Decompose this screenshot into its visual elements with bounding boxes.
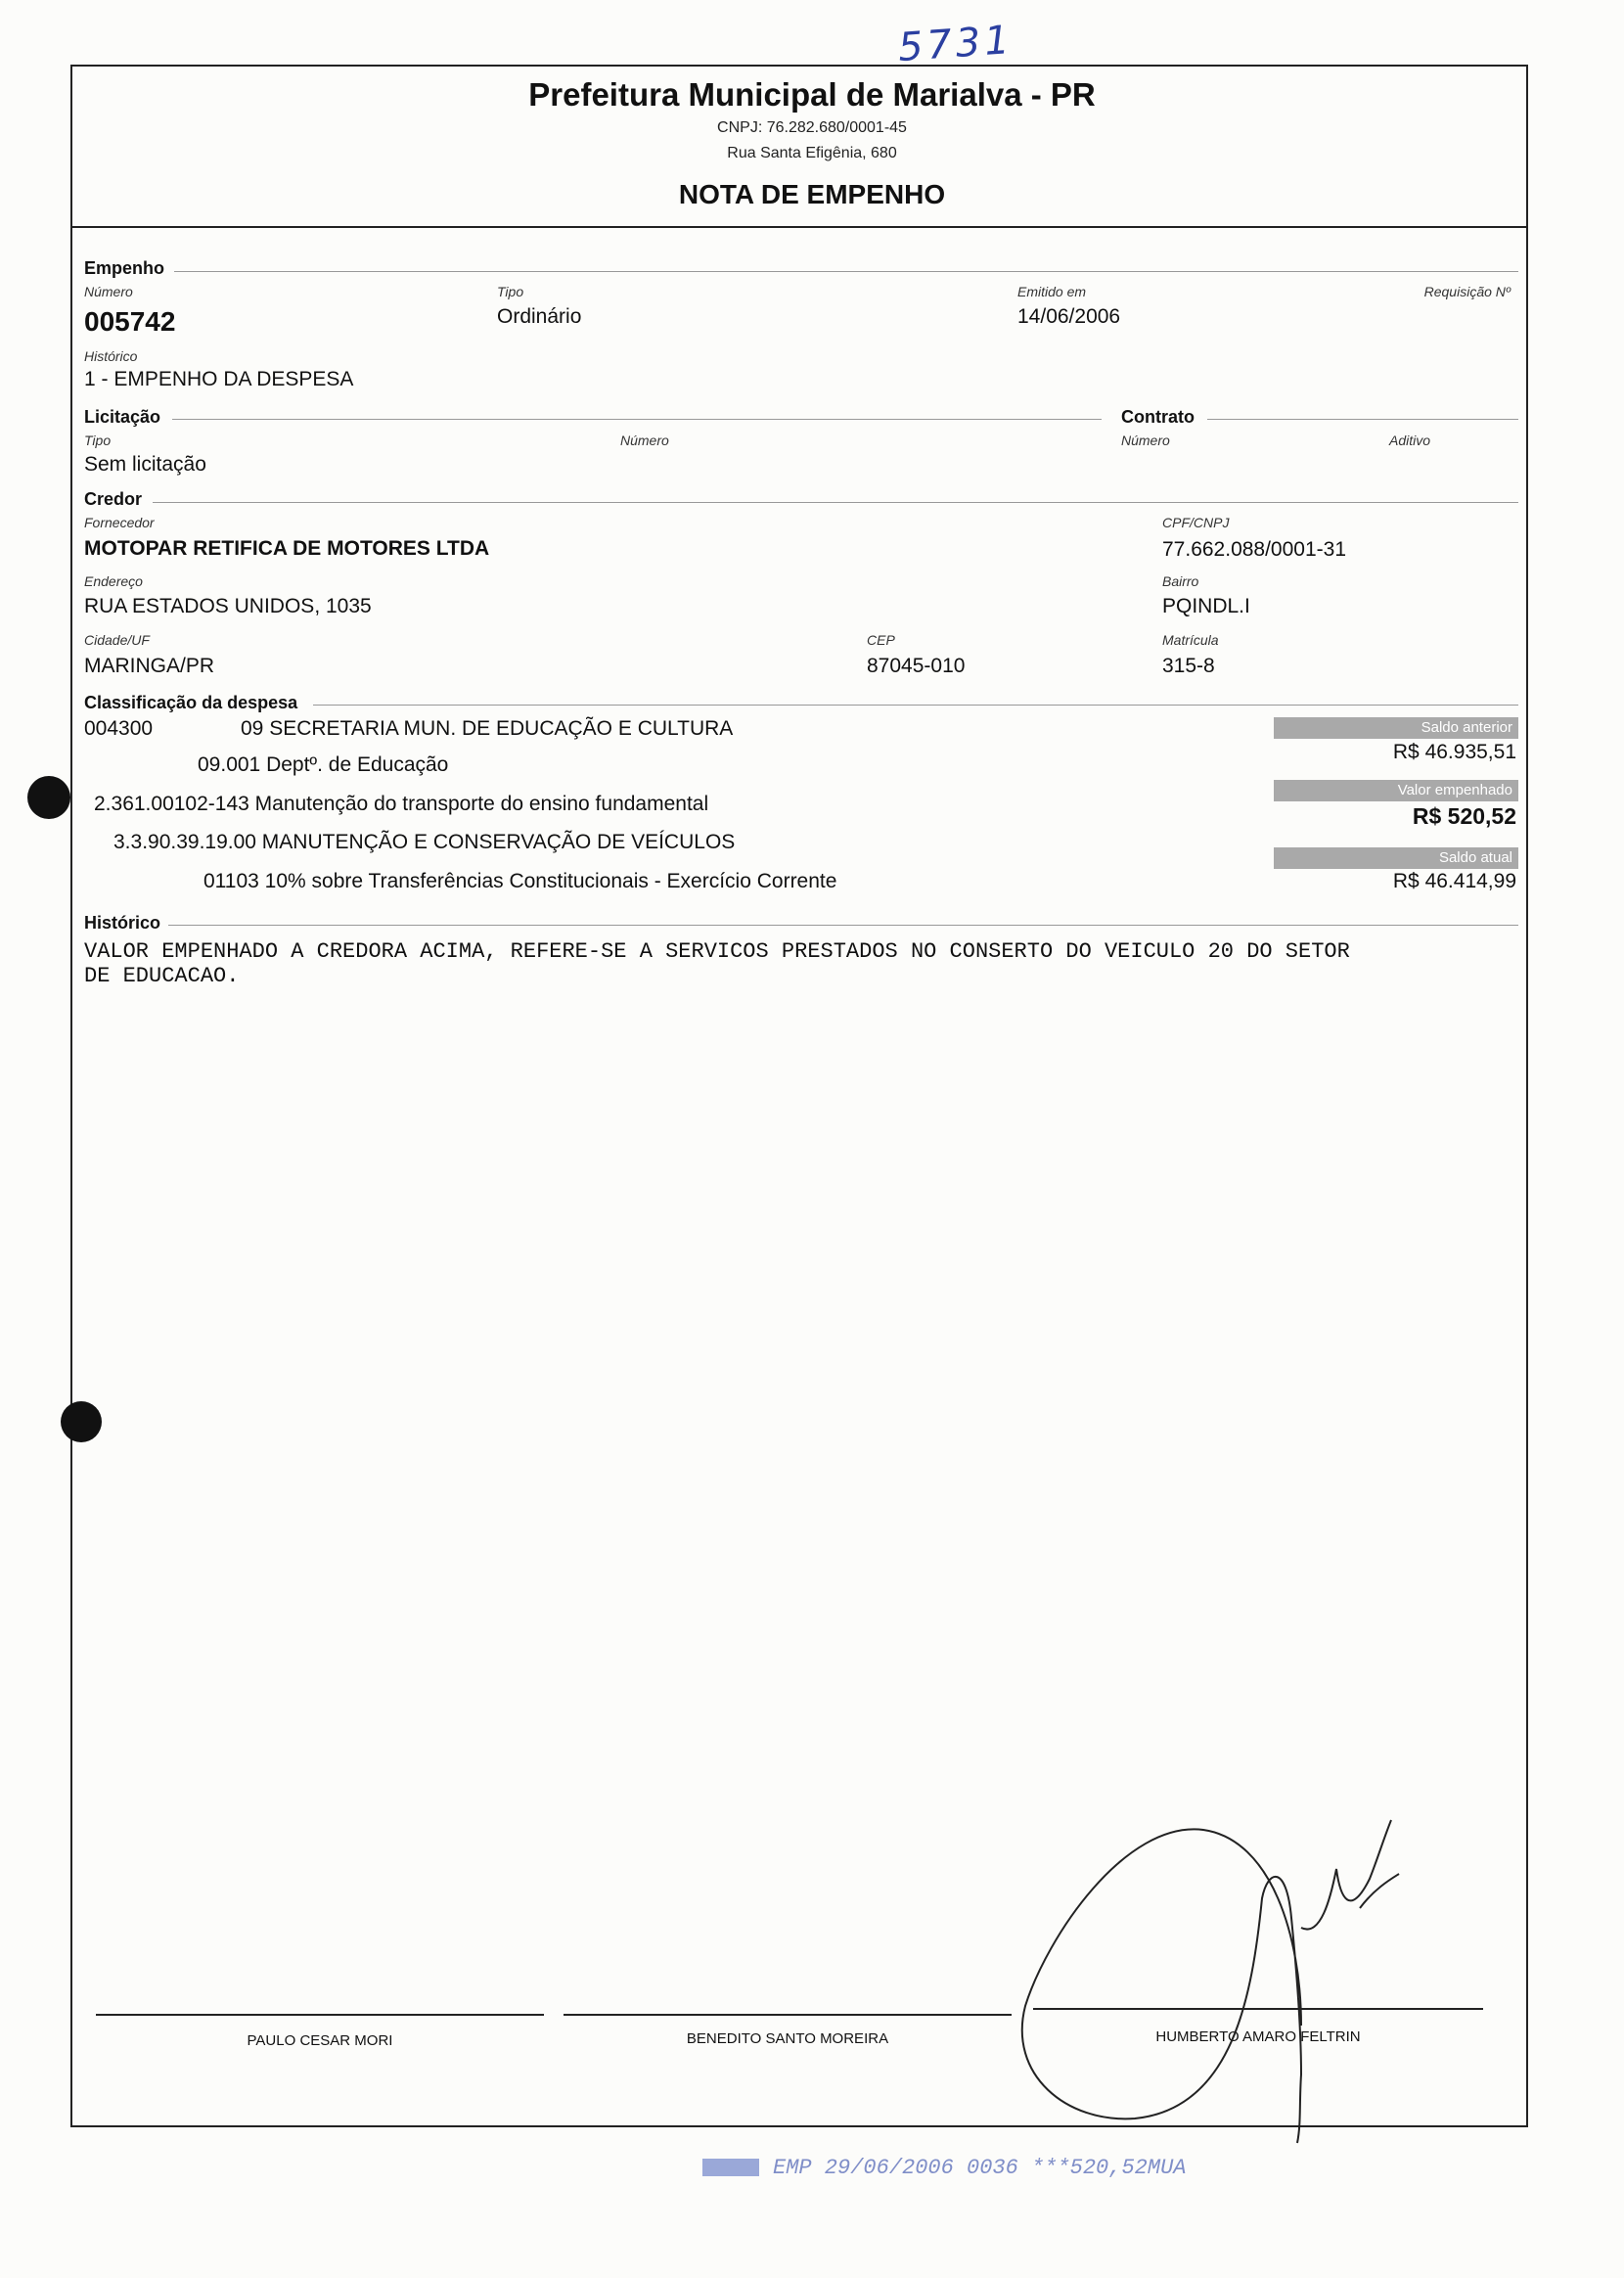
section-rule — [168, 925, 1518, 926]
cpf-cnpj-label: CPF/CNPJ — [1162, 515, 1230, 530]
emitido-label: Emitido em — [1017, 284, 1087, 299]
cidade-value: MARINGA/PR — [84, 655, 215, 677]
fornecedor-name: MOTOPAR RETIFICA DE MOTORES LTDA — [84, 537, 490, 560]
endereco-label: Endereço — [84, 573, 143, 589]
classificacao-code: 004300 — [84, 717, 154, 740]
saldo-atual-value: R$ 46.414,99 — [1392, 870, 1516, 892]
empenho-numero-label: Número — [84, 284, 133, 299]
section-credor: Credor — [84, 489, 143, 509]
valor-empenhado-label: Valor empenhado — [1274, 780, 1518, 801]
section-licitacao: Licitação — [84, 407, 161, 427]
empenho-historico: 1 - EMPENHO DA DESPESA — [84, 368, 354, 390]
requisicao-label: Requisição Nº — [1423, 284, 1511, 299]
licitacao-tipo-label: Tipo — [84, 433, 112, 448]
saldo-anterior-label: Saldo anterior — [1274, 717, 1518, 739]
punch-hole — [61, 1401, 102, 1442]
classificacao-funcional: 2.361.00102-143 Manutenção do transporte do ensino fundamental — [94, 793, 709, 815]
bairro-value: PQINDL.I — [1162, 595, 1250, 617]
footer-stamp — [702, 2156, 1186, 2180]
section-historico: Histórico — [84, 913, 161, 933]
classificacao-elemento: 3.3.90.39.19.00 MANUTENÇÃO E CONSERVAÇÃO DE VEÍCULOS — [113, 831, 736, 853]
section-classificacao: Classificação da despesa — [84, 693, 298, 712]
signature-line — [564, 2014, 1012, 2016]
address-line: Rua Santa Efigênia, 680 — [727, 145, 897, 161]
signature-name-2: BENEDITO SANTO MOREIRA — [686, 2030, 889, 2047]
cep-value: 87045-010 — [867, 655, 966, 677]
empenho-historico-label: Histórico — [84, 348, 138, 364]
signature-line — [96, 2014, 544, 2016]
header-divider — [70, 226, 1528, 228]
section-empenho: Empenho — [84, 258, 165, 278]
cep-label: CEP — [867, 632, 895, 648]
cnpj-line: CNPJ: 76.282.680/0001-45 — [717, 119, 907, 136]
empenho-tipo: Ordinário — [497, 305, 582, 328]
empenho-tipo-label: Tipo — [497, 284, 524, 299]
cpf-cnpj-value: 77.662.088/0001-31 — [1162, 538, 1347, 561]
matricula-value: 315-8 — [1162, 655, 1215, 677]
licitacao-tipo: Sem licitação — [84, 453, 206, 476]
classificacao-fonte: 01103 10% sobre Transferências Constitucionais - Exercício Corrente — [203, 870, 837, 892]
classificacao-unidade: 09.001 Deptº. de Educação — [198, 753, 449, 776]
historico-line-2: DE EDUCACAO. — [84, 964, 240, 988]
contrato-aditivo-label: Aditivo — [1389, 433, 1431, 448]
licitacao-numero-label: Número — [620, 433, 669, 448]
endereco-value: RUA ESTADOS UNIDOS, 1035 — [84, 595, 372, 617]
section-rule — [174, 271, 1518, 272]
emitido-date: 14/06/2006 — [1017, 305, 1121, 328]
section-rule — [153, 502, 1518, 503]
historico-line-1: VALOR EMPENHADO A CREDORA ACIMA, REFERE-SE A SERVICOS PRESTADOS NO CONSERTO DO VEICULO 20 DO SETOR — [84, 939, 1350, 964]
matricula-label: Matrícula — [1162, 632, 1219, 648]
municipality-title: Prefeitura Municipal de Marialva - PR — [528, 76, 1096, 113]
contrato-numero-label: Número — [1121, 433, 1170, 448]
saldo-atual-label: Saldo atual — [1274, 847, 1518, 869]
section-contrato: Contrato — [1121, 407, 1195, 427]
classificacao-orgao: 09 SECRETARIA MUN. DE EDUCAÇÃO E CULTURA — [241, 717, 734, 740]
section-rule — [313, 705, 1518, 706]
document-title: NOTA DE EMPENHO — [678, 179, 946, 209]
stamp-mark-icon — [702, 2159, 759, 2176]
bairro-label: Bairro — [1162, 573, 1199, 589]
footer-stamp-text: EMP 29/06/2006 0036 ***520,52MUA — [773, 2156, 1187, 2180]
cidade-label: Cidade/UF — [84, 632, 150, 648]
section-rule — [1207, 419, 1518, 420]
signature-name-3: HUMBERTO AMARO FELTRIN — [1155, 2028, 1361, 2045]
saldo-anterior-value: R$ 46.935,51 — [1392, 741, 1516, 763]
handwritten-signature — [1008, 1781, 1419, 2163]
valor-empenhado-value: R$ 520,52 — [1412, 803, 1516, 829]
section-rule — [172, 419, 1102, 420]
empenho-numero: 005742 — [84, 306, 176, 337]
fornecedor-label: Fornecedor — [84, 515, 155, 530]
punch-hole — [27, 776, 70, 819]
signature-name-1: PAULO CESAR MORI — [247, 2032, 393, 2049]
handwritten-document-number: 5731 — [896, 17, 1015, 71]
